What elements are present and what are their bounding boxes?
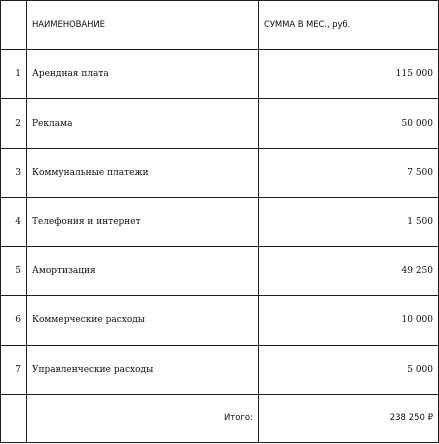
table-row [1, 197, 439, 246]
row-number: 1 [1, 50, 27, 99]
row-sum: 10 000 [259, 296, 439, 345]
table-row [1, 99, 439, 148]
total-label: Итого: [27, 394, 259, 442]
table-row [1, 50, 439, 99]
row-name: Арендная плата [27, 50, 259, 99]
row-sum: 49 250 [259, 247, 439, 296]
total-empty-cell [1, 394, 27, 442]
row-name: Амортизация [27, 247, 259, 296]
row-name: Телефония и интернет [27, 197, 259, 246]
row-number: 3 [1, 148, 27, 197]
table-row [1, 296, 439, 345]
row-sum: 50 000 [259, 99, 439, 148]
row-name: Коммунальные платежи [27, 148, 259, 197]
row-sum: 1 500 [259, 197, 439, 246]
header-name-cell: НАИМЕНОВАНИЕ [27, 1, 259, 50]
table-header-row [1, 1, 439, 50]
row-sum: 5 000 [259, 345, 439, 394]
table-row [1, 247, 439, 296]
row-name: Коммерческие расходы [27, 296, 259, 345]
table-row [1, 345, 439, 394]
row-number: 2 [1, 99, 27, 148]
row-name: Реклама [27, 99, 259, 148]
row-number: 5 [1, 247, 27, 296]
row-number: 7 [1, 345, 27, 394]
table-total-row [1, 394, 439, 442]
total-value: 238 250 ₽ [259, 394, 439, 442]
row-number: 4 [1, 197, 27, 246]
row-sum: 115 000 [259, 50, 439, 99]
row-name: Управленческие расходы [27, 345, 259, 394]
header-num-cell [1, 1, 27, 50]
header-sum-cell: СУММА В МЕС., руб. [259, 1, 439, 50]
table-row [1, 148, 439, 197]
row-sum: 7 500 [259, 148, 439, 197]
row-number: 6 [1, 296, 27, 345]
